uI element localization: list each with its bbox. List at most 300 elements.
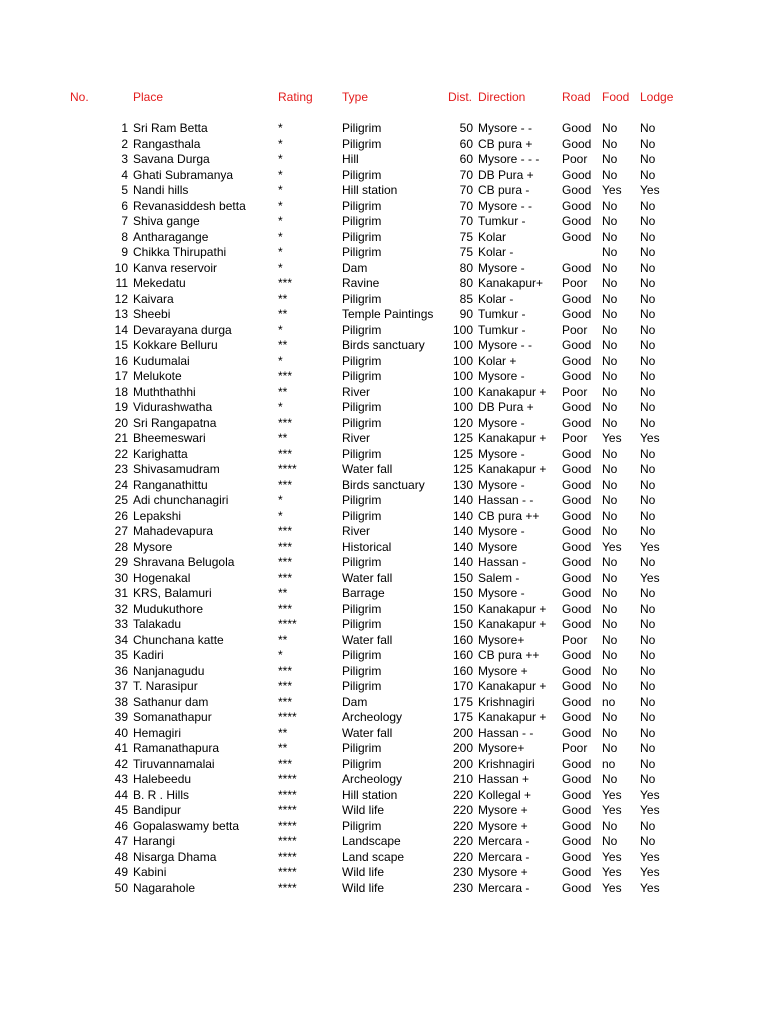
row-number: 22 xyxy=(114,446,128,461)
food-availability: No xyxy=(602,477,618,492)
place-name: Tiruvannamalai xyxy=(133,756,215,771)
table-row xyxy=(0,276,768,292)
table-row xyxy=(0,710,768,726)
table-row xyxy=(0,741,768,757)
row-number: 47 xyxy=(114,834,128,848)
rating-stars: *** xyxy=(278,477,293,492)
place-type: Piligrim xyxy=(342,555,382,569)
place-name: KRS, Balamuri xyxy=(133,586,212,600)
road-condition: Good xyxy=(562,803,592,817)
place-type: Piligrim xyxy=(342,679,382,693)
rating-stars: * xyxy=(278,152,283,166)
direction-text: Mercara - xyxy=(478,849,530,864)
table-row xyxy=(0,772,768,788)
rating-stars: *** xyxy=(278,415,293,430)
row-number: 37 xyxy=(114,679,128,693)
distance-value: 220 xyxy=(452,787,473,802)
direction-text: Hassan - - xyxy=(478,493,534,507)
lodge-availability: No xyxy=(640,384,656,399)
direction-text: Kolar - xyxy=(478,245,514,259)
road-condition: Good xyxy=(562,849,592,864)
table-row xyxy=(0,214,768,230)
row-number: 50 xyxy=(114,880,128,895)
direction-text: Kollegal + xyxy=(478,787,532,802)
row-number: 28 xyxy=(114,539,128,554)
food-availability: No xyxy=(602,152,618,166)
food-availability: No xyxy=(602,245,618,259)
distance-value: 160 xyxy=(452,648,473,662)
table-row xyxy=(0,292,768,308)
lodge-availability: No xyxy=(640,229,656,244)
food-availability: No xyxy=(602,710,618,724)
road-condition: Good xyxy=(562,880,592,895)
place-type: Piligrim xyxy=(342,322,382,337)
row-number: 33 xyxy=(114,617,128,631)
row-number: 45 xyxy=(114,803,128,817)
direction-text: Krishnagiri xyxy=(478,694,535,709)
place-name: Mahadevapura xyxy=(133,524,214,538)
table-row xyxy=(0,509,768,525)
distance-value: 220 xyxy=(452,834,473,848)
food-availability: No xyxy=(602,493,618,507)
direction-text: Tumkur - xyxy=(478,307,526,321)
place-name: Kaivara xyxy=(133,291,174,306)
header-type: Type xyxy=(342,90,369,104)
table-row xyxy=(0,183,768,199)
road-condition: Good xyxy=(562,136,592,151)
road-condition: Poor xyxy=(562,322,588,337)
table-header xyxy=(0,90,768,106)
row-number: 25 xyxy=(114,493,128,507)
rating-stars: ** xyxy=(278,586,288,600)
food-availability: no xyxy=(602,694,616,709)
row-number: 17 xyxy=(114,369,128,383)
table-row xyxy=(0,881,768,897)
place-name: Rangasthala xyxy=(133,136,201,151)
food-availability: No xyxy=(602,601,618,616)
place-name: Nisarga Dhama xyxy=(133,849,217,864)
road-condition: Poor xyxy=(562,741,588,755)
lodge-availability: No xyxy=(640,632,656,647)
food-availability: No xyxy=(602,198,618,213)
food-availability: Yes xyxy=(602,787,622,802)
place-name: Kanva reservoir xyxy=(133,260,218,275)
distance-value: 60 xyxy=(459,136,473,151)
road-condition: Good xyxy=(562,214,592,228)
place-name: Sheebi xyxy=(133,307,171,321)
place-name: Bandipur xyxy=(133,803,182,817)
direction-text: Krishnagiri xyxy=(478,756,535,771)
direction-text: Mercara - xyxy=(478,834,530,848)
place-type: Piligrim xyxy=(342,508,382,523)
lodge-availability: No xyxy=(640,167,656,182)
header-place: Place xyxy=(133,90,164,104)
place-name: B. R . Hills xyxy=(133,787,190,802)
food-availability: No xyxy=(602,260,618,275)
lodge-availability: No xyxy=(640,493,656,507)
rating-stars: * xyxy=(278,648,283,662)
lodge-availability: No xyxy=(640,648,656,662)
distance-value: 100 xyxy=(452,322,473,337)
rating-stars: * xyxy=(278,136,283,151)
distance-value: 70 xyxy=(459,167,473,182)
direction-text: Mysore - xyxy=(478,524,525,538)
distance-value: 200 xyxy=(452,741,473,755)
direction-text: Mysore - xyxy=(478,446,525,461)
direction-text: Hassan - - xyxy=(478,725,534,740)
rating-stars: **** xyxy=(278,880,297,895)
distance-value: 220 xyxy=(452,818,473,833)
place-name: Kabini xyxy=(133,865,167,879)
place-type: Archeology xyxy=(342,710,403,724)
row-number: 40 xyxy=(114,725,128,740)
place-type: Piligrim xyxy=(342,167,382,182)
place-type: Piligrim xyxy=(342,741,382,755)
lodge-availability: Yes xyxy=(640,787,660,802)
food-availability: Yes xyxy=(602,865,622,879)
row-number: 36 xyxy=(114,663,128,678)
direction-text: Tumkur - xyxy=(478,322,526,337)
lodge-availability: No xyxy=(640,136,656,151)
lodge-availability: No xyxy=(640,586,656,600)
place-name: Melukote xyxy=(133,369,182,383)
rating-stars: *** xyxy=(278,276,293,290)
place-name: Shiva gange xyxy=(133,214,200,228)
place-type: Dam xyxy=(342,694,368,709)
lodge-availability: No xyxy=(640,307,656,321)
road-condition: Good xyxy=(562,291,592,306)
lodge-availability: No xyxy=(640,276,656,290)
road-condition: Good xyxy=(562,725,592,740)
distance-value: 150 xyxy=(452,570,473,585)
rating-stars: * xyxy=(278,493,283,507)
rating-stars: ** xyxy=(278,291,288,306)
place-type: Hill station xyxy=(342,183,398,197)
place-type: Water fall xyxy=(342,632,393,647)
lodge-availability: No xyxy=(640,462,656,476)
road-condition: Poor xyxy=(562,431,588,445)
lodge-availability: No xyxy=(640,663,656,678)
road-condition: Good xyxy=(562,462,592,476)
table-row xyxy=(0,416,768,432)
lodge-availability: No xyxy=(640,741,656,755)
place-type: Wild life xyxy=(342,880,385,895)
place-type: Birds sanctuary xyxy=(342,338,425,352)
distance-value: 150 xyxy=(452,586,473,600)
place-name: Sri Rangapatna xyxy=(133,415,217,430)
row-number: 8 xyxy=(121,229,128,244)
food-availability: No xyxy=(602,555,618,569)
rating-stars: ** xyxy=(278,338,288,352)
distance-value: 80 xyxy=(459,276,473,290)
food-availability: No xyxy=(602,291,618,306)
row-number: 23 xyxy=(114,462,128,476)
road-condition: Good xyxy=(562,121,592,135)
road-condition: Good xyxy=(562,260,592,275)
place-type: Land scape xyxy=(342,849,405,864)
row-number: 11 xyxy=(115,276,128,290)
place-name: Gopalaswamy betta xyxy=(133,818,240,833)
row-number: 49 xyxy=(114,865,128,879)
road-condition: Good xyxy=(562,229,592,244)
road-condition: Good xyxy=(562,834,592,848)
place-type: Landscape xyxy=(342,834,401,848)
food-availability: No xyxy=(602,617,618,631)
food-availability: No xyxy=(602,524,618,538)
rating-stars: * xyxy=(278,508,283,523)
distance-value: 175 xyxy=(452,694,473,709)
row-number: 18 xyxy=(114,384,128,399)
row-number: 39 xyxy=(114,710,128,724)
place-type: Piligrim xyxy=(342,353,382,368)
place-name: Ranganathittu xyxy=(133,477,208,492)
distance-value: 120 xyxy=(452,415,473,430)
direction-text: Mysore xyxy=(478,539,518,554)
table-row xyxy=(0,850,768,866)
table-row xyxy=(0,679,768,695)
lodge-availability: No xyxy=(640,617,656,631)
row-number: 12 xyxy=(114,291,128,306)
row-number: 15 xyxy=(114,338,128,352)
road-condition: Good xyxy=(562,400,592,414)
lodge-availability: No xyxy=(640,818,656,833)
distance-value: 200 xyxy=(452,756,473,771)
place-type: Hill station xyxy=(342,787,398,802)
table-row xyxy=(0,338,768,354)
road-condition: Good xyxy=(562,756,592,771)
rating-stars: ** xyxy=(278,632,288,647)
row-number: 24 xyxy=(114,477,128,492)
place-type: River xyxy=(342,524,371,538)
food-availability: No xyxy=(602,679,618,693)
distance-value: 140 xyxy=(452,524,473,538)
direction-text: Kolar + xyxy=(478,353,517,368)
distance-value: 100 xyxy=(452,400,473,414)
place-type: Dam xyxy=(342,260,368,275)
place-name: Muththathhi xyxy=(133,384,196,399)
table-row xyxy=(0,633,768,649)
distance-value: 175 xyxy=(452,710,473,724)
food-availability: No xyxy=(602,353,618,368)
direction-text: Mysore + xyxy=(478,663,528,678)
table-row xyxy=(0,447,768,463)
distance-value: 230 xyxy=(452,865,473,879)
food-availability: No xyxy=(602,214,618,228)
place-name: Revanasiddesh betta xyxy=(133,198,246,213)
row-number: 20 xyxy=(114,415,128,430)
place-type: Water fall xyxy=(342,462,393,476)
lodge-availability: No xyxy=(640,524,656,538)
table-row xyxy=(0,385,768,401)
road-condition: Good xyxy=(562,477,592,492)
row-number: 2 xyxy=(121,136,128,151)
direction-text: CB pura ++ xyxy=(478,508,540,523)
direction-text: CB pura ++ xyxy=(478,648,540,662)
direction-text: Kanakapur + xyxy=(478,431,547,445)
lodge-availability: Yes xyxy=(640,431,660,445)
distance-value: 140 xyxy=(452,493,473,507)
direction-text: Mysore + xyxy=(478,865,528,879)
place-name: T. Narasipur xyxy=(133,679,198,693)
lodge-availability: No xyxy=(640,679,656,693)
table-row xyxy=(0,152,768,168)
direction-text: Mysore - - xyxy=(478,121,532,135)
lodge-availability: Yes xyxy=(640,570,660,585)
distance-value: 140 xyxy=(452,508,473,523)
food-availability: no xyxy=(602,756,616,771)
distance-value: 75 xyxy=(459,229,473,244)
distance-value: 160 xyxy=(452,663,473,678)
rating-stars: **** xyxy=(278,803,297,817)
distance-value: 100 xyxy=(452,338,473,352)
food-availability: Yes xyxy=(602,803,622,817)
rating-stars: *** xyxy=(278,663,293,678)
rating-stars: * xyxy=(278,214,283,228)
road-condition: Good xyxy=(562,648,592,662)
place-type: Piligrim xyxy=(342,121,382,135)
distance-value: 160 xyxy=(452,632,473,647)
place-type: Piligrim xyxy=(342,245,382,259)
table-row xyxy=(0,865,768,881)
lodge-availability: No xyxy=(640,477,656,492)
food-availability: No xyxy=(602,834,618,848)
place-name: Mudukuthore xyxy=(133,601,204,616)
row-number: 3 xyxy=(121,152,128,166)
table-row xyxy=(0,726,768,742)
rating-stars: **** xyxy=(278,865,297,879)
road-condition: Good xyxy=(562,415,592,430)
row-number: 10 xyxy=(114,260,128,275)
row-number: 14 xyxy=(114,322,128,337)
place-type: Piligrim xyxy=(342,446,382,461)
distance-value: 170 xyxy=(452,679,473,693)
lodge-availability: Yes xyxy=(640,849,660,864)
rating-stars: *** xyxy=(278,694,293,709)
row-number: 35 xyxy=(114,648,128,662)
distance-value: 70 xyxy=(459,198,473,213)
road-condition: Poor xyxy=(562,276,588,290)
food-availability: No xyxy=(602,415,618,430)
direction-text: Mysore + xyxy=(478,818,528,833)
header-direction: Direction xyxy=(478,90,526,104)
food-availability: No xyxy=(602,741,618,755)
place-type: Piligrim xyxy=(342,136,382,151)
food-availability: No xyxy=(602,772,618,786)
table-row xyxy=(0,245,768,261)
distance-value: 85 xyxy=(459,291,473,306)
table-row xyxy=(0,540,768,556)
place-name: Mekedatu xyxy=(133,276,186,290)
road-condition: Good xyxy=(562,493,592,507)
lodge-availability: No xyxy=(640,415,656,430)
rating-stars: ** xyxy=(278,431,288,445)
lodge-availability: No xyxy=(640,260,656,275)
place-type: Piligrim xyxy=(342,415,382,430)
place-type: Piligrim xyxy=(342,291,382,306)
direction-text: Mysore - xyxy=(478,477,525,492)
place-type: Piligrim xyxy=(342,214,382,228)
row-number: 5 xyxy=(121,183,128,197)
place-type: River xyxy=(342,431,371,445)
place-name: Kadiri xyxy=(133,648,164,662)
table-row xyxy=(0,602,768,618)
place-name: Nanjanagudu xyxy=(133,663,205,678)
road-condition: Good xyxy=(562,601,592,616)
direction-text: Mysore - xyxy=(478,369,525,383)
direction-text: Kanakapur + xyxy=(478,710,547,724)
row-number: 44 xyxy=(114,787,128,802)
distance-value: 100 xyxy=(452,353,473,368)
lodge-availability: No xyxy=(640,508,656,523)
rating-stars: **** xyxy=(278,834,297,848)
table-row xyxy=(0,431,768,447)
place-type: River xyxy=(342,384,371,399)
place-name: Hogenakal xyxy=(133,570,191,585)
lodge-availability: No xyxy=(640,152,656,166)
distance-value: 130 xyxy=(452,477,473,492)
rating-stars: *** xyxy=(278,679,293,693)
row-number: 46 xyxy=(114,818,128,833)
food-availability: No xyxy=(602,725,618,740)
place-type: Archeology xyxy=(342,772,403,786)
table-row xyxy=(0,323,768,339)
rating-stars: * xyxy=(278,322,283,337)
place-name: Kokkare Belluru xyxy=(133,338,218,352)
place-name: Hemagiri xyxy=(133,725,182,740)
row-number: 16 xyxy=(114,353,128,368)
rating-stars: *** xyxy=(278,570,293,585)
place-name: Somanathapur xyxy=(133,710,212,724)
food-availability: No xyxy=(602,322,618,337)
table-row xyxy=(0,230,768,246)
table-row xyxy=(0,354,768,370)
direction-text: Mysore - - xyxy=(478,338,532,352)
row-number: 27 xyxy=(114,524,128,538)
place-name: Ghati Subramanya xyxy=(133,167,234,182)
rating-stars: **** xyxy=(278,849,297,864)
distance-value: 50 xyxy=(459,121,473,135)
place-name: Nagarahole xyxy=(133,880,196,895)
distance-value: 220 xyxy=(452,803,473,817)
rating-stars: * xyxy=(278,400,283,414)
rating-stars: * xyxy=(278,353,283,368)
row-number: 30 xyxy=(114,570,128,585)
place-name: Devarayana durga xyxy=(133,322,232,337)
food-availability: No xyxy=(602,663,618,678)
food-availability: No xyxy=(602,136,618,151)
distance-value: 220 xyxy=(452,849,473,864)
place-type: Piligrim xyxy=(342,229,382,244)
place-type: Piligrim xyxy=(342,818,382,833)
direction-text: Kolar xyxy=(478,229,507,244)
lodge-availability: No xyxy=(640,338,656,352)
place-name: Adi chunchanagiri xyxy=(133,493,229,507)
header-lodge: Lodge xyxy=(640,90,674,104)
distance-value: 70 xyxy=(459,183,473,197)
place-name: Harangi xyxy=(133,834,176,848)
lodge-availability: No xyxy=(640,214,656,228)
road-condition: Good xyxy=(562,198,592,213)
place-type: Piligrim xyxy=(342,663,382,678)
place-type: Wild life xyxy=(342,803,385,817)
rating-stars: **** xyxy=(278,818,297,833)
place-name: Savana Durga xyxy=(133,152,210,166)
road-condition: Good xyxy=(562,679,592,693)
road-condition: Poor xyxy=(562,384,588,399)
rating-stars: * xyxy=(278,245,283,259)
distance-value: 60 xyxy=(459,152,473,166)
table-row xyxy=(0,261,768,277)
